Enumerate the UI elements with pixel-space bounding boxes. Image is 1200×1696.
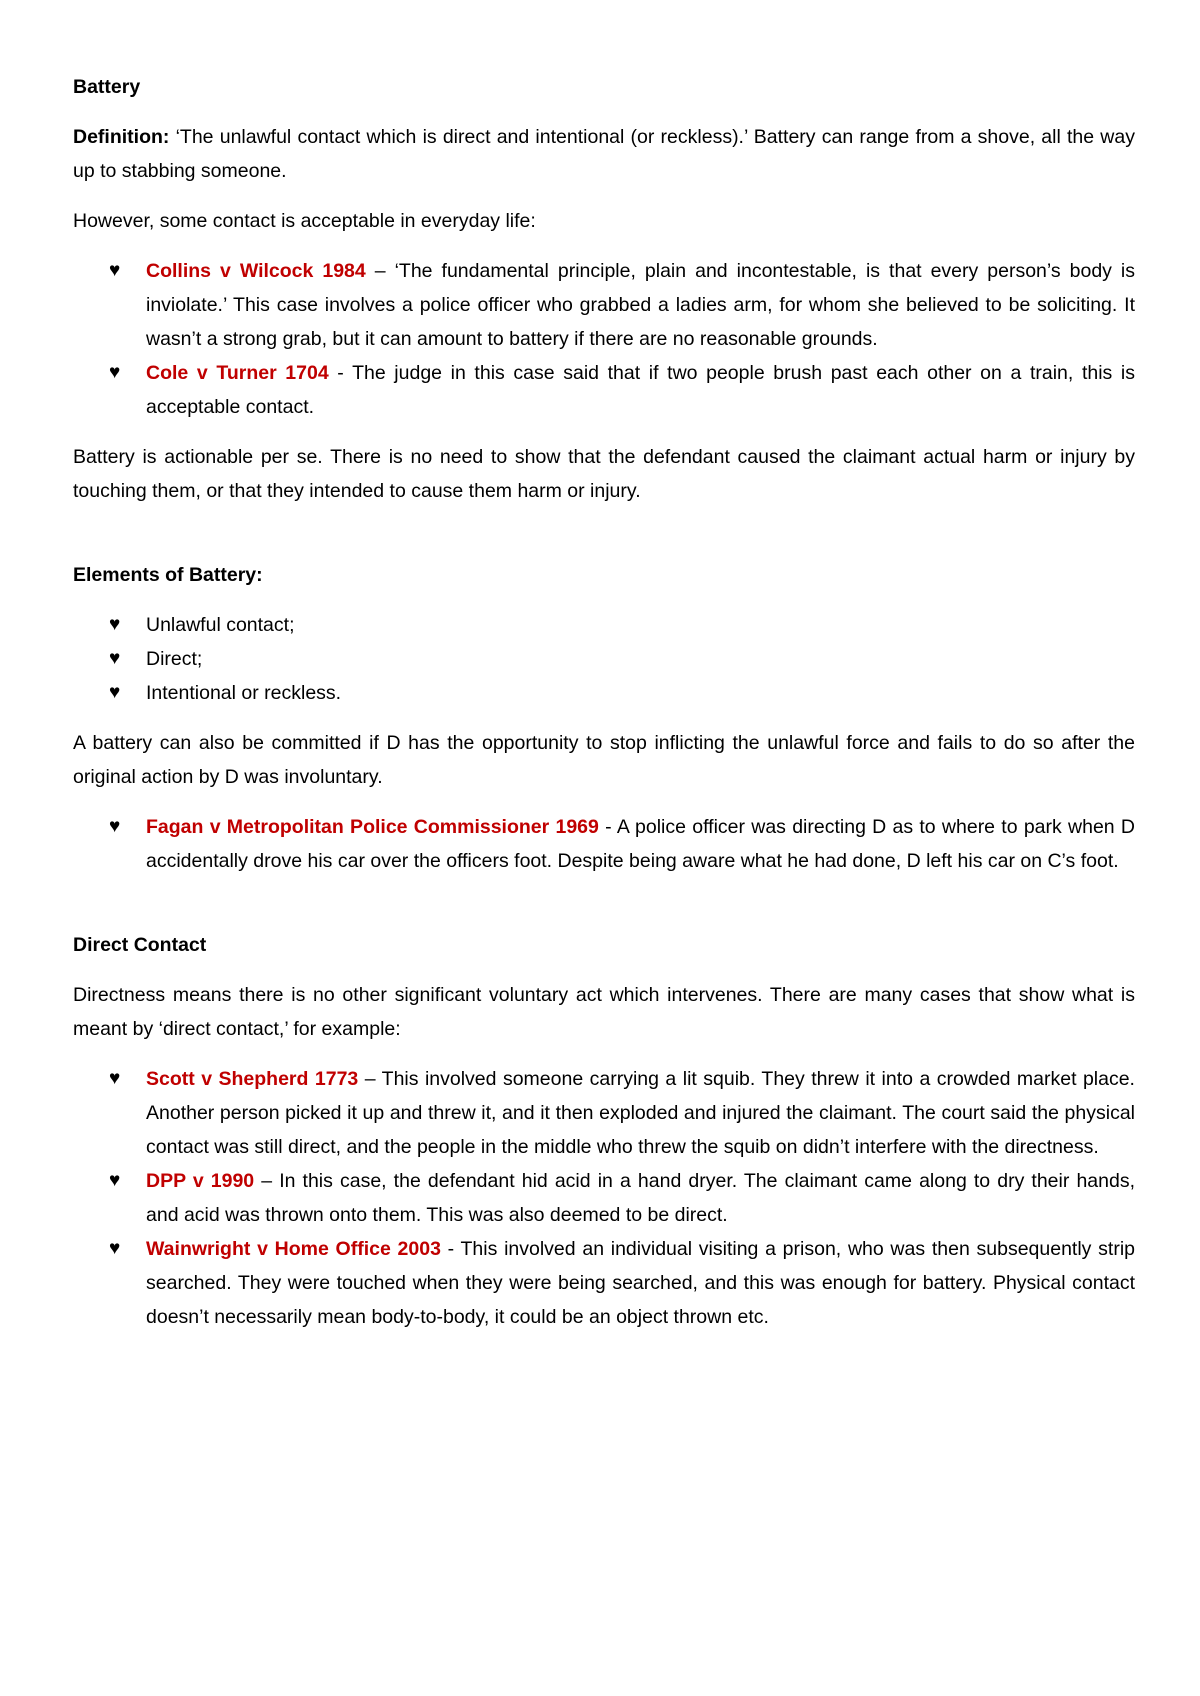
direct-intro: Directness means there is no other significant voluntary act which intervenes. There are many cases that show what is meant by ‘direct contact,’ for example: bbox=[73, 984, 1135, 1040]
case-item-dpp bbox=[73, 1164, 1135, 1232]
heart-bullet-icon: ♥ bbox=[109, 816, 121, 837]
heading-elements: Elements of Battery: bbox=[73, 564, 263, 586]
case-text: - A police officer was directing D as to where to park when D accidentally drove his car over the officers foot. Despite being aware what he had done, D left his car on C’s foot. bbox=[146, 816, 1135, 872]
heart-bullet-icon: ♥ bbox=[109, 682, 121, 703]
heart-bullet-icon: ♥ bbox=[109, 1170, 121, 1191]
heading-battery: Battery bbox=[73, 76, 141, 98]
case-text: – ‘The fundamental principle, plain and incontestable, is that every person’s body is inviolate.’ This case involves a police officer who grabbed a ladies arm, for whom she believed to be soliciting. It wasn’t a strong grab, but it can amount to battery if there are no reasonable grounds. bbox=[146, 260, 1135, 350]
heart-bullet-icon: ♥ bbox=[109, 260, 121, 281]
element-item bbox=[73, 676, 1135, 710]
battery-case-list bbox=[73, 254, 1135, 424]
case-text: - The judge in this case said that if two people brush past each other on a train, this is acceptable contact. bbox=[146, 362, 1135, 418]
case-text: – In this case, the defendant hid acid in a hand dryer. The claimant came along to dry their hands, and acid was thrown onto them. This was also deemed to be direct. bbox=[146, 1170, 1135, 1226]
case-item-fagan bbox=[73, 810, 1135, 878]
case-item-collins bbox=[73, 254, 1135, 356]
case-name: Scott v Shepherd 1773 bbox=[146, 1068, 359, 1090]
heart-bullet-icon: ♥ bbox=[109, 1068, 121, 1089]
heart-bullet-icon: ♥ bbox=[109, 614, 121, 635]
direct-case-list bbox=[73, 1062, 1135, 1334]
case-name: Cole v Turner 1704 bbox=[146, 362, 329, 384]
case-name: Wainwright v Home Office 2003 bbox=[146, 1238, 441, 1260]
definition-paragraph bbox=[73, 120, 1135, 188]
element-item bbox=[73, 608, 1135, 642]
document-page bbox=[73, 70, 1135, 1350]
case-text: - This involved an individual visiting a prison, who was then subsequently strip searched. They were touched when they were being searched, and this was enough for battery. Physical contact doesn’t necessarily mean body-to-body, it could be an object thrown etc. bbox=[146, 1238, 1135, 1328]
heart-bullet-icon: ♥ bbox=[109, 362, 121, 383]
case-item-cole bbox=[73, 356, 1135, 424]
heart-bullet-icon: ♥ bbox=[109, 1238, 121, 1259]
element-text: Unlawful contact; bbox=[146, 614, 295, 636]
case-name: Collins v Wilcock 1984 bbox=[146, 260, 366, 282]
definition-text: ‘The unlawful contact which is direct and intentional (or reckless).’ Battery can range from a shove, all the way up to stabbing someone. bbox=[73, 126, 1135, 182]
battery-closing: Battery is actionable per se. There is no need to show that the defendant caused the claimant actual harm or injury by touching them, or that they intended to cause them harm or injury. bbox=[73, 446, 1135, 502]
case-item-wainwright bbox=[73, 1232, 1135, 1334]
heading-direct-contact: Direct Contact bbox=[73, 934, 207, 956]
element-text: Direct; bbox=[146, 648, 203, 670]
heart-bullet-icon: ♥ bbox=[109, 648, 121, 669]
elements-list bbox=[73, 608, 1135, 710]
elements-paragraph: A battery can also be committed if D has the opportunity to stop inflicting the unlawful force and fails to do so after the original action by D was involuntary. bbox=[73, 732, 1135, 788]
section-spacer bbox=[73, 524, 1135, 558]
battery-intro: However, some contact is acceptable in everyday life: bbox=[73, 210, 536, 232]
case-text: – This involved someone carrying a lit squib. They threw it into a crowded market place. Another person picked it up and threw it, and it then exploded and injured the claimant. The court said the physical contact was still direct, and the people in the middle who threw the squib on didn’t interfere with the directness. bbox=[146, 1068, 1135, 1158]
definition-label: Definition: bbox=[73, 126, 170, 148]
case-item-scott bbox=[73, 1062, 1135, 1164]
element-item bbox=[73, 642, 1135, 676]
elements-case-list bbox=[73, 810, 1135, 878]
case-name: DPP v 1990 bbox=[146, 1170, 255, 1192]
section-spacer bbox=[73, 894, 1135, 928]
case-name: Fagan v Metropolitan Police Commissioner 1969 bbox=[146, 816, 599, 838]
element-text: Intentional or reckless. bbox=[146, 682, 342, 704]
